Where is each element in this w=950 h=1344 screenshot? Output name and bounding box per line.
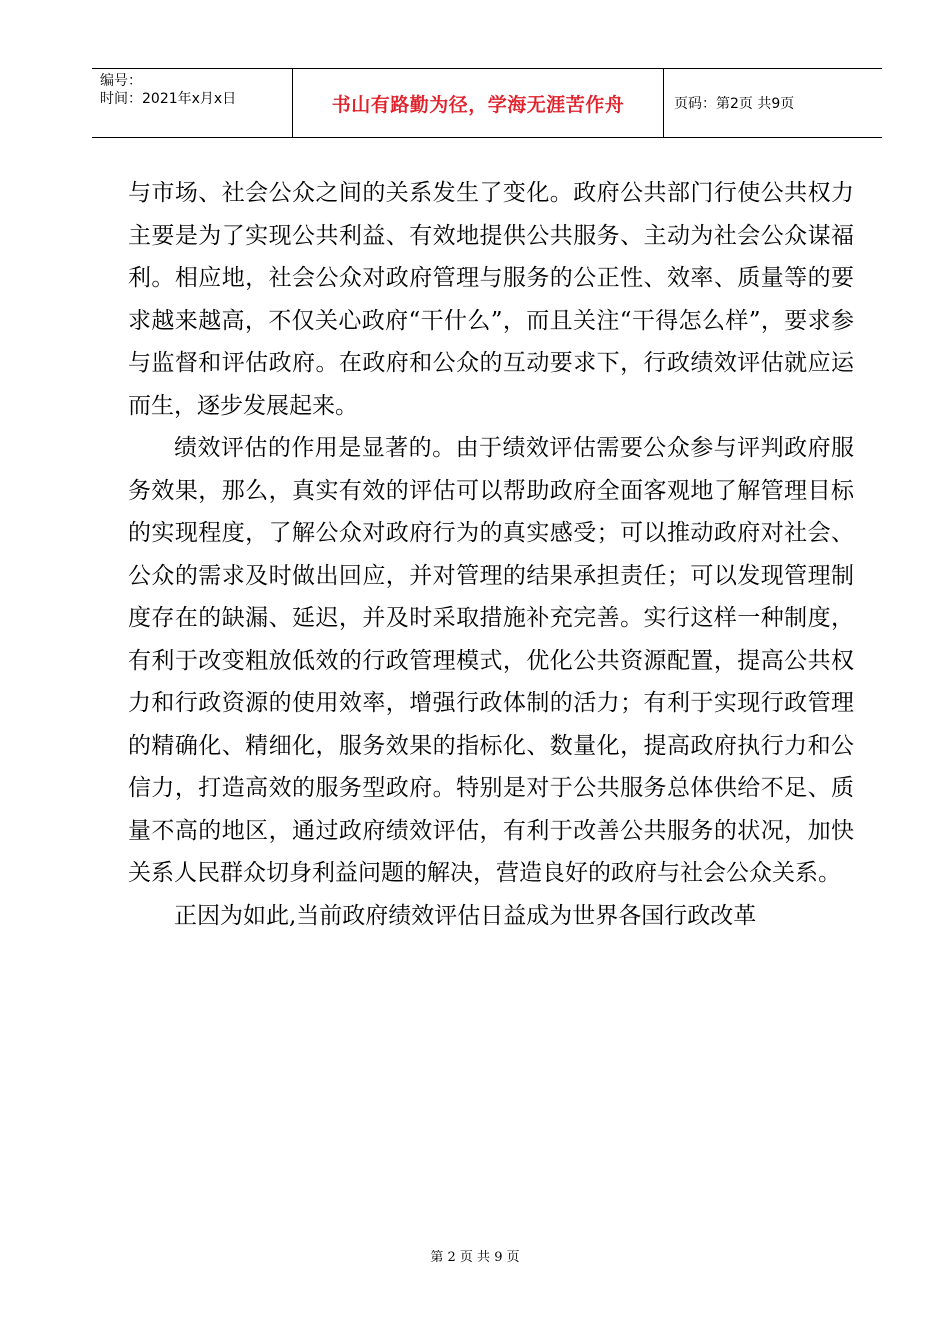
header-motto-cell (293, 69, 664, 137)
page-header (92, 68, 882, 138)
paragraph: 正因为如此,当前政府绩效评估日益成为世界各国行政改革 (174, 902, 757, 929)
page-footer (0, 1246, 950, 1265)
header-meta-cell (92, 69, 293, 137)
document-body (128, 172, 854, 937)
header-motto: 书山有路勤为径，学海无涯苦作舟 (331, 93, 625, 116)
header-page-info: 页码：第2页 共9页 (674, 96, 795, 112)
paragraph-continued: 与市场、社会公众之间的关系发生了变化。政府公共部门行使公共权力主要是为了实现公共利益、有效地提供公共服务、主动为社会公众谋福利。相应地，社会公众对政府管理与服务的公正性、效率、质量等的要求越来越高，不仅关心政府“干什么”，而且关注“干得怎么样”，要求参与监督和评估政府。在政府和公众的互动要求下，行政绩效评估就应运而生，逐步发展起来。 (128, 180, 854, 419)
paragraph: 绩效评估的作用是显著的。由于绩效评估需要公众参与评判政府服务效果，那么，真实有效的评估可以帮助政府全面客观地了解管理目标的实现程度，了解公众对政府行为的真实感受；可以推动政府对社会、公众的需求及时做出回应，并对管理的结果承担责任；可以发现管理制度存在的缺漏、延迟，并及时采取措施补充完善。实行这样一种制度，有利于改变粗放低效的行政管理模式，优化公共资源配置，提高公共权力和行政资源的使用效率，增强行政体制的活力；有利于实现行政管理的精确化、精细化，服务效果的指标化、数量化，提高政府执行力和公信力，打造高效的服务型政府。特别是对于公共服务总体供给不足、质量不高的地区，通过政府绩效评估，有利于改善公共服务的状况，加快关系人民群众切身利益问题的解决，营造良好的政府与社会公众关系。 (128, 435, 854, 886)
header-page-cell (664, 69, 882, 137)
footer-page-number: 第 2 页 共 9 页 (430, 1250, 520, 1265)
document-time-label: 时间：2021年x月x日 (100, 91, 237, 107)
document-number-label: 编号： (100, 73, 142, 89)
